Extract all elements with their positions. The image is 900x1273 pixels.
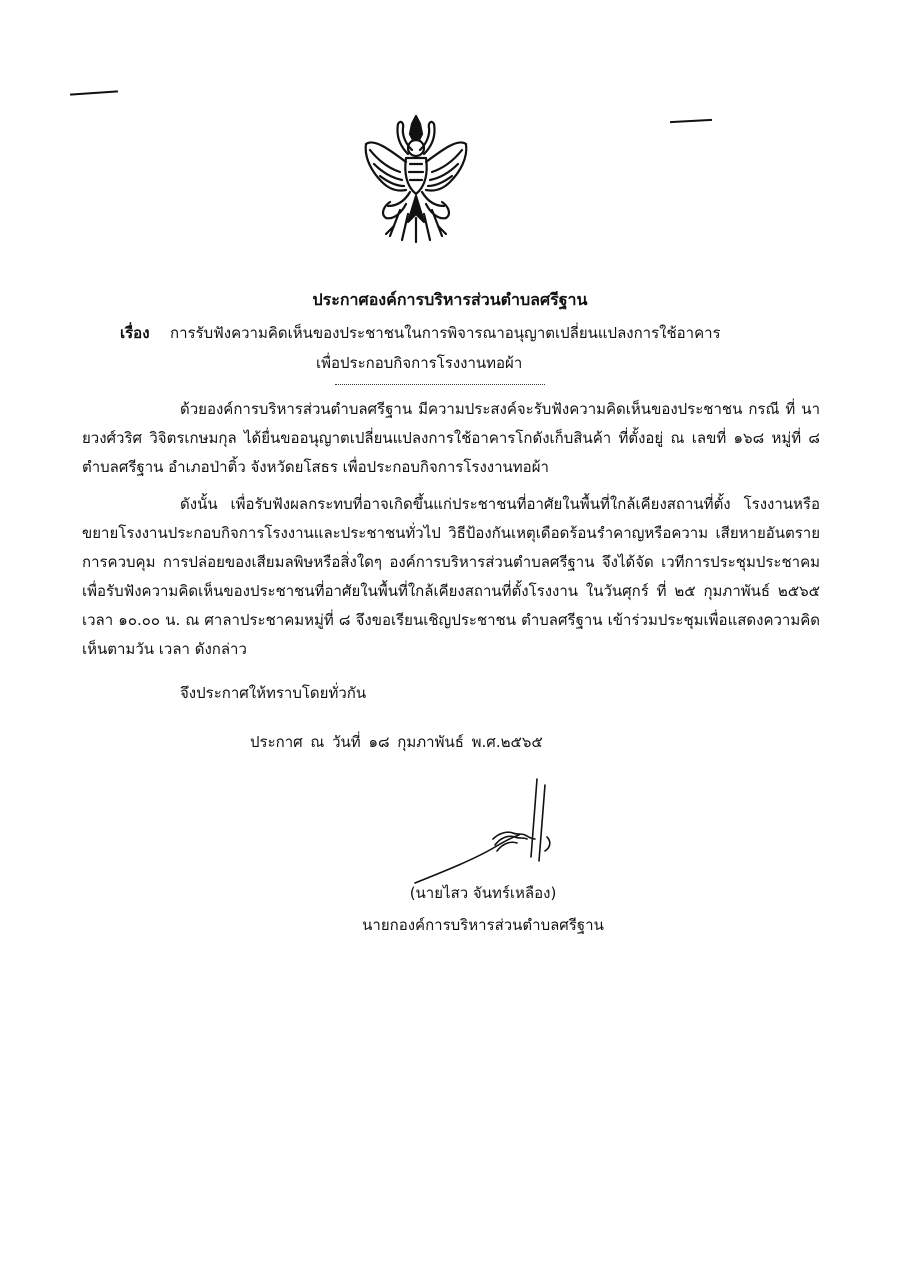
signer-name: (นายไสว จันทร์เหลือง) — [409, 884, 557, 902]
paragraph-1-text: ด้วยองค์การบริหารส่วนตำบลศรีฐาน มีความประสงค์จะรับฟังความคิดเห็นของประชาชน กรณี ที่ นายวงศ์วริศ วิจิตรเกษมกุล ได้ยื่นขออนุญาตเปลี่ยนแปลงการใช้อาคารโกดังเก็บสินค้า ที่ตั้งอยู่ ณ เลขที่ ๑๖๘ หมู่ที่ ๘ ตำบลศรีฐาน อำเภอป่าติ้ว จังหวัดยโสธร เพื่อประกอบกิจการโรงงานทอผ้า — [82, 400, 820, 476]
body-paragraph-1 — [82, 395, 820, 482]
signer-title: นายกองค์การบริหารส่วนตำบลศรีฐาน — [362, 916, 604, 934]
paragraph-2-text: ดังนั้น เพื่อรับฟังผลกระทบที่อาจเกิดขึ้นแก่ประชาชนที่อาศัยในพื้นที่ใกล้เคียงสถานที่ตั้ง โรงงานหรือขยายโรงงานประกอบกิจการโรงงานและประชาชนทั่วไป วิธีป้องกันเหตุเดือดร้อนรำคาญหรือความ เสียหายอันตรายการควบคุม การปล่อยของเสียมลพิษหรือสิ่งใดๆ องค์การบริหารส่วนตำบลศรีฐาน จึงได้จัด เวทีการประชุมประชาคมเพื่อรับฟังความคิดเห็นของประชาชนที่อาศัยในพื้นที่ใกล้เคียงสถานที่ตั้งโรงงาน ในวันศุกร์ ที่ ๒๕ กุมภาพันธ์ ๒๕๖๕ เวลา ๑๐.๐๐ น. ณ ศาลาประชาคมหมู่ที่ ๘ จึงขอเรียนเชิญประชาชน ตำบลศรีฐาน เข้าร่วมประชุมเพื่อแสดงความคิดเห็นตามวัน เวลา ดังกล่าว — [82, 495, 820, 658]
subject-line-1: การรับฟังความคิดเห็นของประชาชนในการพิจารณาอนุญาตเปลี่ยนแปลงการใช้อาคาร — [170, 324, 721, 342]
announcement-date: ประกาศ ณ วันที่ ๑๘ กุมภาพันธ์ พ.ศ.๒๕๖๕ — [250, 733, 543, 751]
subject-label: เรื่อง — [120, 324, 150, 342]
handwritten-signature-icon — [395, 775, 565, 890]
separator-line — [335, 384, 545, 385]
announcement-title: ประกาศองค์การบริหารส่วนตำบลศรีฐาน — [312, 290, 588, 309]
closing-statement: จึงประกาศให้ทราบโดยทั่วกัน — [180, 684, 367, 702]
garuda-emblem-icon — [360, 110, 472, 245]
body-paragraph-2 — [82, 490, 820, 664]
subject-line-2: เพื่อประกอบกิจการโรงงานทอผ้า — [316, 354, 523, 372]
margin-mark-left — [70, 90, 118, 95]
margin-mark-right — [670, 119, 712, 123]
subject-block — [120, 318, 810, 378]
